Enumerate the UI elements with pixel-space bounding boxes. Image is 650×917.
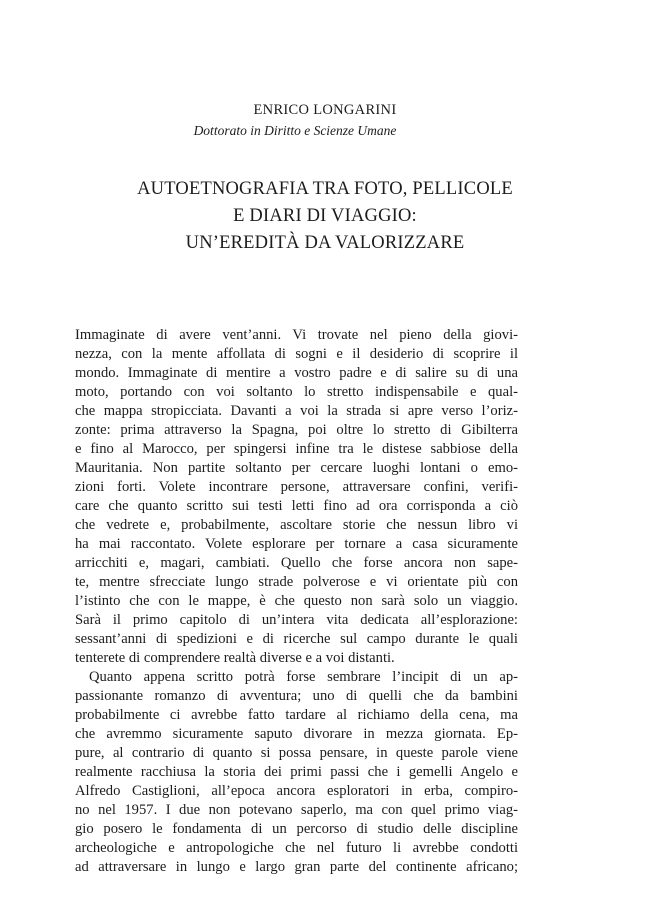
body-line: tenterete di comprendere realtà diverse e a voi distanti. [75, 650, 395, 666]
body-line: che vedrete e, probabilmente, ascoltare storie che nessun libro vi [75, 517, 518, 533]
body-line: pure, al contrario di quanto si possa pensare, in queste parole viene [75, 745, 518, 761]
body-line: probabilmente ci avrebbe fatto tardare al richiamo della cena, ma [75, 707, 518, 723]
body-line: moto, portando con voi soltanto lo stretto indispensabile e qual- [75, 384, 518, 400]
body-line: gio posero le fondamenta di un percorso di studio delle discipline [75, 821, 518, 837]
body-line: ad attraversare in lungo e largo gran parte del continente africano; [75, 859, 518, 875]
body-line: Mauritania. Non partite soltanto per cercare luoghi lontani o emo- [75, 460, 518, 476]
body-line: care che quanto scritto sui testi letti fino ad ora corrisponda a ciò [75, 498, 518, 514]
body-line: ha mai raccontato. Volete esplorare per tornare a casa sicuramente [75, 536, 518, 552]
body-line: e fino al Marocco, per spingersi infine tra le distese sabbiose della [75, 441, 518, 457]
body-line: arricchiti e, magari, cambiati. Quello che forse ancora non sape- [75, 555, 518, 571]
article-title [60, 176, 590, 257]
body-line: che mappa stropicciata. Davanti a voi la strada si apre verso l’oriz- [75, 403, 518, 419]
body-line: passionante romanzo di avventura; uno di quelli che da bambini [75, 688, 518, 704]
title-line: AUTOETNOGRAFIA TRA FOTO, PELLICOLE [137, 179, 513, 199]
title-line: UN’EREDITÀ DA VALORIZZARE [185, 233, 465, 253]
body-line: realmente racchiusa la storia dei primi passi che i gemelli Angelo e [75, 764, 518, 780]
body-line: archeologiche e antropologiche che nel futuro li avrebbe condotti [75, 840, 518, 856]
body-line: zonte: prima attraverso la Spagna, poi oltre lo stretto di Gibilterra [75, 422, 518, 438]
title-line: E DIARI DI VIAGGIO: [233, 206, 417, 226]
body-line: sessant’anni di spedizioni e di ricerche sul campo durante le quali [75, 631, 518, 647]
body-line: Quanto appena scritto potrà forse sembrare l’incipit di un ap- [89, 669, 518, 685]
article-body [75, 326, 518, 877]
body-line: che avremmo sicuramente saputo divorare in mezza giornata. Ep- [75, 726, 518, 742]
body-line: no nel 1957. I due non potevano saperlo, ma con quel primo viag- [75, 802, 518, 818]
body-line: te, mentre sfrecciate lungo strade polverose e vi orientate più con [75, 574, 518, 590]
body-line: mondo. Immaginate di mentire a vostro padre e di salire su di una [75, 365, 518, 381]
author-affiliation: Dottorato in Diritto e Scienze Umane [193, 123, 397, 138]
body-line: Sarà il primo capitolo di un’intera vita dedicata all’esplorazione: [75, 612, 518, 628]
body-line: zioni forti. Volete incontrare persone, attraversare confini, verifi- [75, 479, 518, 495]
body-line: l’istinto che con le mappe, è che questo non sarà solo un viaggio. [75, 593, 518, 609]
body-line: Alfredo Castiglioni, all’epoca ancora esploratori in erba, compiro- [75, 783, 518, 799]
author-name: ENRICO LONGARINI [253, 102, 397, 118]
body-line: Immaginate di avere vent’anni. Vi trovate nel pieno della giovi- [75, 327, 518, 343]
body-line: nezza, con la mente affollata di sogni e il desiderio di scoprire il [75, 346, 518, 362]
